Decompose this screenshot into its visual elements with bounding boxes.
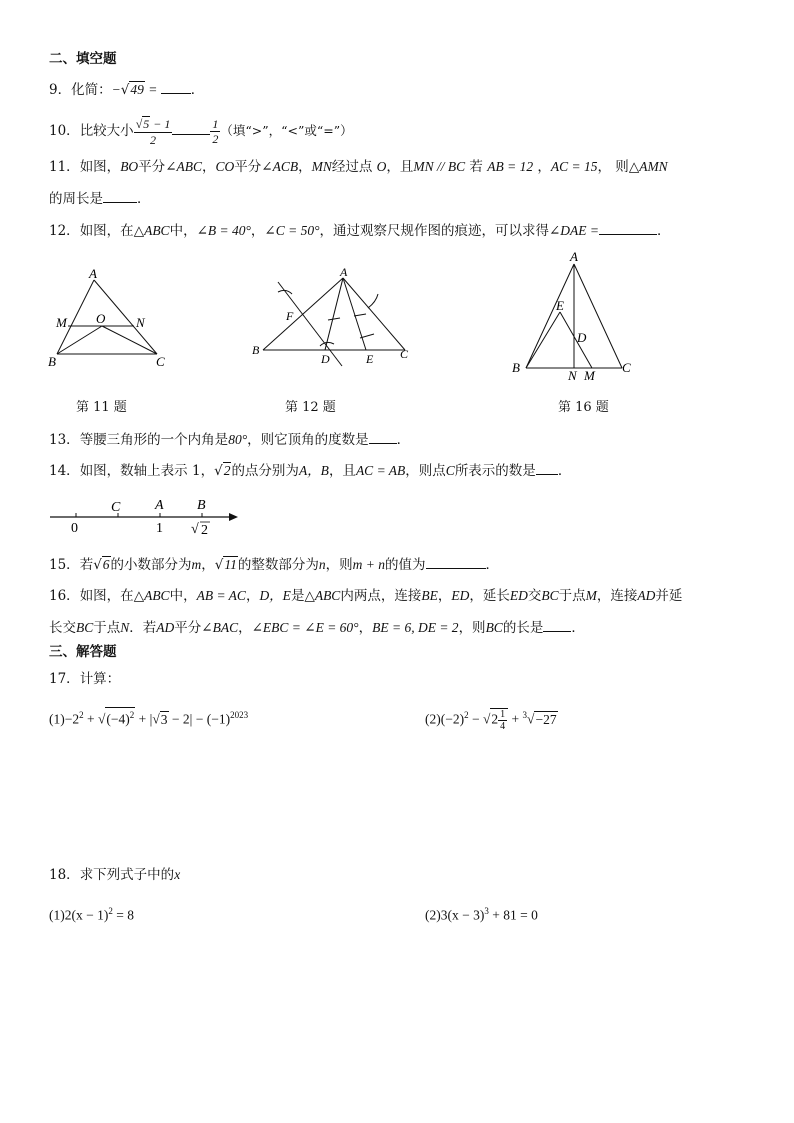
question-number: 15． [49,557,80,573]
question-17: 17．计算： [49,671,121,687]
question-number: 16． [49,588,80,604]
question-9: 9．化简：−√49 = ． [49,82,205,98]
point-label-C: C [111,500,121,515]
point-label-C: C [622,360,631,375]
question-13: 13．等腰三角形的一个内角是80°，则它顶角的度数是 ． [49,432,411,448]
question-10: 10．比较大小 $\frac{√5 - 1}{2}$ $\frac{1}{2}$ （填“>”，“<”或“=”） [49,117,353,147]
question-18-part-1: $(1)2(x - 1)^2 = 8$ [49,906,134,923]
figure-16-diagram [508,246,643,380]
answer-blank [426,555,486,569]
point-label-B: B [512,360,520,375]
question-number: 14． [49,463,80,479]
point-label-A: A [89,266,97,281]
question-11: 11．如图，BO平分∠ABC，CO平分∠ACB，MN经过点 O，且MN // BC 若 AB = 12 ，AC = 15， 则△AMN [49,159,668,175]
question-11-line2: 的周长是 ． [49,191,151,207]
figure-12-caption: 第 12 题 [285,400,336,415]
point-label-A: A [570,249,578,264]
answer-blank [536,461,558,475]
question-18: 18．求下列式子中的x [49,867,181,883]
figure-11-diagram [44,262,179,372]
figure-11-caption: 第 11 题 [76,400,127,415]
question-17-part-1: $(1)-2^2 + √(-4)^2 + |√3 - 2| - (-1)^{2023}$ [49,706,248,729]
answer-blank [161,80,191,94]
point-label-E: E [366,352,374,366]
point-label-B: B [252,343,260,357]
point-label-B: B [48,354,56,369]
point-label-C: C [156,354,165,369]
tick-label-zero: 0 [71,521,78,536]
question-17-part-2: $(2)(-2)^2 - √2$ $\frac{1}{4}$ + $^3$√−27 [425,708,557,732]
question-number: 10． [49,123,80,139]
point-label-B: B [197,498,206,513]
answer-blank [103,189,137,203]
question-number: 12． [49,223,80,239]
question-number: 9． [49,82,72,98]
radical-sign: √ [191,522,199,537]
question-14: 14．如图，数轴上表示 1，√2的点分别为A，B，且AC = AB，则点C所表示的数是 ． [49,463,572,479]
point-label-M: M [584,368,595,380]
question-number: 13． [49,432,80,448]
point-label-D: D [577,330,587,345]
answer-blank [369,430,397,444]
figure-16-caption: 第 16 题 [558,400,609,415]
number-line-figure [44,492,244,540]
answer-blank [543,618,571,632]
question-15: 15．若√6的小数部分为m，√11的整数部分为n，则m + n的值为 ． [49,557,500,573]
question-16-line2: 长交BC于点N．若AD平分∠BAC，∠EBC = ∠E = 60°，BE = 6, DE = 2，则BC的长是 ． [49,620,585,636]
point-label-E: E [556,298,564,313]
question-number: 17． [49,671,80,687]
question-12: 12．如图，在△ABC中，∠B = 40°，∠C = 50°，通过观察尺规作图的痕迹，可以求得∠DAE = ． [49,223,671,239]
section-heading-fill-blank: 二、填空题 [49,51,117,67]
tick-label-sqrt2: 2 [201,523,208,538]
point-label-N: N [568,368,577,380]
answer-blank [172,121,210,135]
point-label-D: D [321,352,330,366]
answer-blank [599,221,657,235]
point-label-C: C [400,347,409,361]
question-18-part-2: $(2)3(x - 3)^3 + 81 = 0$ [425,906,538,923]
tick-label-one: 1 [156,521,163,536]
question-number: 18． [49,867,80,883]
section-heading-solve: 三、解答题 [49,644,117,660]
point-label-F: F [286,309,294,323]
question-number: 11． [49,159,80,175]
point-label-A: A [340,265,348,279]
question-16: 16．如图，在△ABC中，AB = AC，D，E是△ABC内两点，连接BE，ED，延长ED交BC于点M，连接AD并延 [49,588,683,604]
point-label-O: O [96,311,106,326]
point-label-N: N [136,315,145,330]
point-label-M: M [56,315,67,330]
point-label-A: A [155,498,164,513]
figure-12-diagram [250,262,420,372]
